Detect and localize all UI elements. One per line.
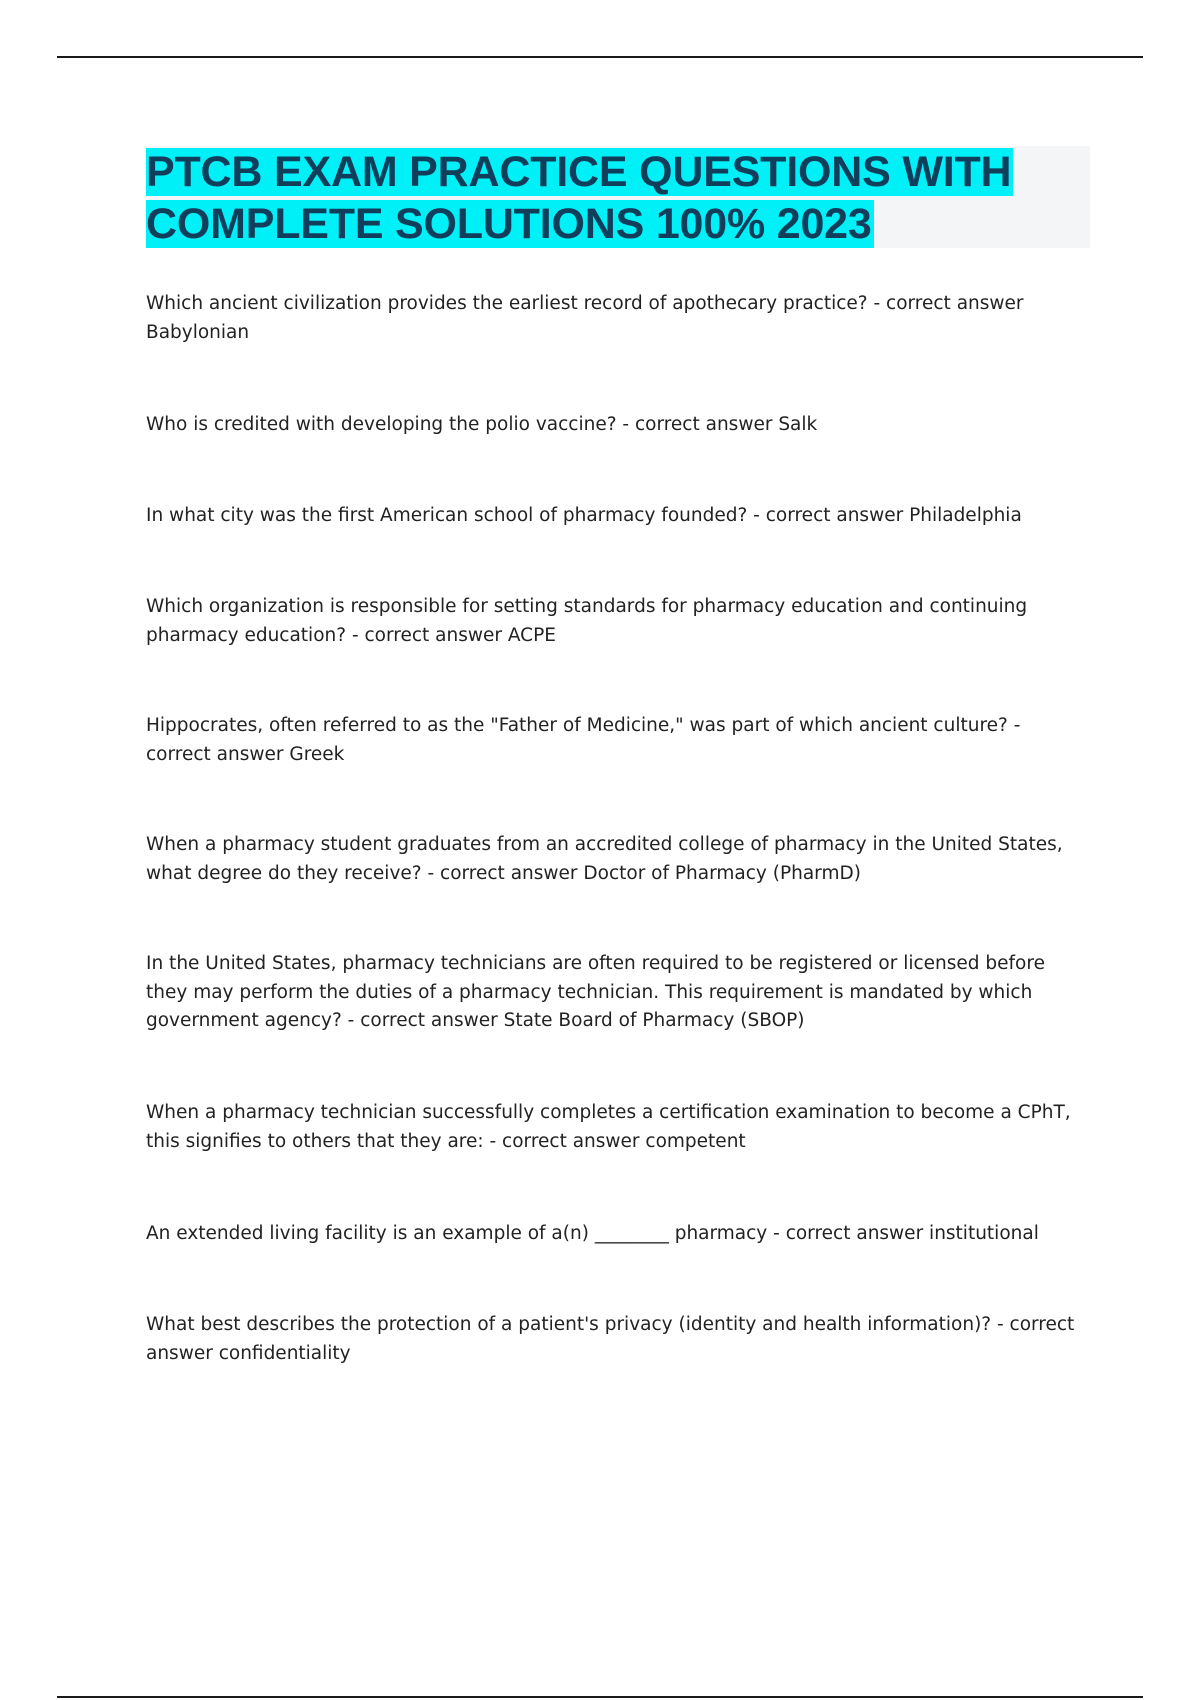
title-block xyxy=(146,146,1090,248)
qa-item-10: What best describes the protection of a patient's privacy (identity and health information)? - correct answer confidentiality xyxy=(146,1314,1075,1364)
footer-divider xyxy=(57,1696,1143,1698)
qa-item-3: In what city was the first American school of pharmacy founded? - correct answer Philadelphia xyxy=(146,505,1022,526)
qa-item-5: Hippocrates, often referred to as the "Father of Medicine," was part of which ancient culture? - correct answer Greek xyxy=(146,715,1021,765)
document-title xyxy=(146,146,1090,250)
document-title-text: PTCB EXAM PRACTICE QUESTIONS WITH COMPLETE SOLUTIONS 100% 2023 xyxy=(146,148,1012,248)
qa-item-9: An extended living facility is an example of a(n) ________ pharmacy - correct answer institutional xyxy=(146,1223,1039,1244)
qa-item-6: When a pharmacy student graduates from an accredited college of pharmacy in the United States, what degree do they receive? - correct answer Doctor of Pharmacy (PharmD) xyxy=(146,834,1063,884)
qa-item-2: Who is credited with developing the polio vaccine? - correct answer Salk xyxy=(146,414,818,435)
header-divider xyxy=(57,56,1143,58)
qa-item-4: Which organization is responsible for setting standards for pharmacy education and continuing pharmacy education? - correct answer ACPE xyxy=(146,596,1028,646)
qa-item-1: Which ancient civilization provides the earliest record of apothecary practice? - correct answer Babylonian xyxy=(146,293,1024,343)
qa-item-7: In the United States, pharmacy technicians are often required to be registered or licensed before they may perform the duties of a pharmacy technician. This requirement is mandated by which government agency? - correct answer State Board of Pharmacy (SBOP) xyxy=(146,953,1045,1031)
qa-item-8: When a pharmacy technician successfully completes a certification examination to become a CPhT, this signifies to others that they are: - correct answer competent xyxy=(146,1102,1071,1152)
